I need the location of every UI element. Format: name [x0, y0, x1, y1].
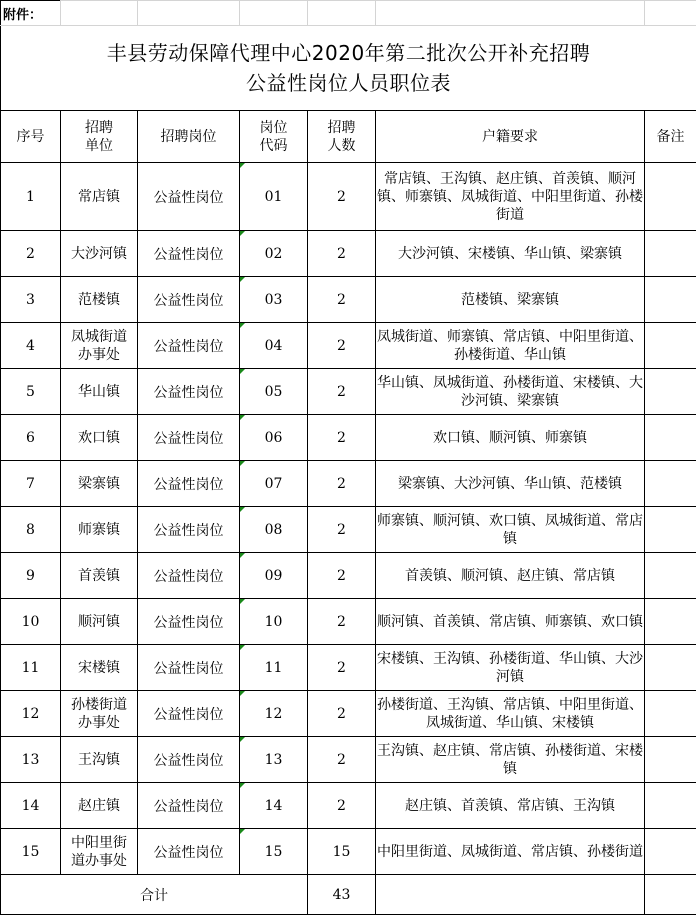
- count-cell: 2: [308, 231, 376, 277]
- table-row: [1, 783, 696, 829]
- header-row: [1, 111, 696, 163]
- unit-cell: [61, 507, 138, 553]
- header-code-line-2: 代码: [240, 137, 307, 155]
- seq-cell: 7: [1, 461, 61, 507]
- seq-cell: 11: [1, 645, 61, 691]
- table-row: [1, 231, 696, 277]
- remark-cell: [645, 783, 696, 829]
- seq-cell: 10: [1, 599, 61, 645]
- header-unit-line-1: 招聘: [61, 119, 137, 137]
- remark-cell: [645, 829, 696, 875]
- table-row: [1, 323, 696, 369]
- unit-cell: [61, 553, 138, 599]
- header-position: 招聘岗位: [138, 111, 240, 163]
- residence-cell: 凤城街道、师寨镇、常店镇、中阳里街道、孙楼街道、华山镇: [376, 323, 645, 369]
- unit-cell: [61, 163, 138, 231]
- residence-cell: 范楼镇、梁寨镇: [376, 277, 645, 323]
- total-row: [1, 875, 696, 915]
- header-unit: [61, 111, 138, 163]
- header-remark: 备注: [645, 111, 696, 163]
- position-cell: 公益性岗位: [138, 829, 240, 875]
- residence-cell: 师寨镇、顺河镇、欢口镇、凤城街道、常店镇: [376, 507, 645, 553]
- residence-cell: 大沙河镇、宋楼镇、华山镇、梁寨镇: [376, 231, 645, 277]
- residence-cell: 赵庄镇、首羡镇、常店镇、王沟镇: [376, 783, 645, 829]
- count-cell: 2: [308, 369, 376, 415]
- table-row: [1, 691, 696, 737]
- unit-cell: [61, 783, 138, 829]
- attachment-row: [1, 1, 696, 26]
- code-cell: 07: [240, 461, 308, 507]
- table-row: [1, 737, 696, 783]
- title-line-2: 公益性岗位人员职位表: [1, 68, 696, 98]
- header-seq: 序号: [1, 111, 61, 163]
- code-cell: 14: [240, 783, 308, 829]
- code-cell: 03: [240, 277, 308, 323]
- title-line-1: 丰县劳动保障代理中心2020年第二批次公开补充招聘: [1, 38, 696, 68]
- unit-cell: [61, 369, 138, 415]
- unit-cell: [61, 231, 138, 277]
- seq-cell: 2: [1, 231, 61, 277]
- header-count-line-2: 人数: [308, 137, 375, 155]
- page-title: [1, 26, 696, 111]
- unit-line-2: 道办事处: [61, 852, 137, 870]
- seq-cell: 13: [1, 737, 61, 783]
- table-row: [1, 645, 696, 691]
- count-cell: 2: [308, 737, 376, 783]
- header-residence: 户籍要求: [376, 111, 645, 163]
- unit-line-1: 中阳里街: [61, 834, 137, 852]
- header-count: [308, 111, 376, 163]
- unit-line-1: 首羡镇: [61, 567, 137, 585]
- seq-cell: 5: [1, 369, 61, 415]
- residence-cell: 孙楼街道、王沟镇、常店镇、中阳里街道、凤城街道、华山镇、宋楼镇: [376, 691, 645, 737]
- unit-line-1: 宋楼镇: [61, 659, 137, 677]
- code-cell: 10: [240, 599, 308, 645]
- remark-cell: [645, 691, 696, 737]
- count-cell: 2: [308, 277, 376, 323]
- count-cell: 2: [308, 599, 376, 645]
- position-cell: 公益性岗位: [138, 163, 240, 231]
- count-cell: 2: [308, 461, 376, 507]
- position-cell: 公益性岗位: [138, 369, 240, 415]
- remark-cell: [645, 231, 696, 277]
- position-cell: 公益性岗位: [138, 691, 240, 737]
- residence-cell: 王沟镇、赵庄镇、常店镇、孙楼街道、宋楼镇: [376, 737, 645, 783]
- count-cell: 2: [308, 783, 376, 829]
- table-row: [1, 277, 696, 323]
- remark-cell: [645, 369, 696, 415]
- unit-line-1: 梁寨镇: [61, 475, 137, 493]
- table-row: [1, 369, 696, 415]
- unit-cell: [61, 461, 138, 507]
- position-cell: 公益性岗位: [138, 461, 240, 507]
- code-cell: 02: [240, 231, 308, 277]
- table-row: [1, 415, 696, 461]
- table-row: [1, 553, 696, 599]
- remark-cell: [645, 461, 696, 507]
- unit-cell: [61, 323, 138, 369]
- seq-cell: 15: [1, 829, 61, 875]
- unit-line-1: 凤城街道: [61, 328, 137, 346]
- seq-cell: 12: [1, 691, 61, 737]
- total-label: 合计: [1, 875, 308, 915]
- unit-line-1: 华山镇: [61, 383, 137, 401]
- unit-cell: [61, 599, 138, 645]
- code-cell: 04: [240, 323, 308, 369]
- unit-line-2: 办事处: [61, 714, 137, 732]
- code-cell: 12: [240, 691, 308, 737]
- unit-line-1: 欢口镇: [61, 429, 137, 447]
- unit-line-1: 师寨镇: [61, 521, 137, 539]
- table-row: [1, 163, 696, 231]
- unit-line-1: 孙楼街道: [61, 696, 137, 714]
- residence-cell: 华山镇、凤城街道、孙楼街道、宋楼镇、大沙河镇、梁寨镇: [376, 369, 645, 415]
- unit-line-1: 王沟镇: [61, 751, 137, 769]
- count-cell: 2: [308, 323, 376, 369]
- residence-cell: 欢口镇、顺河镇、师寨镇: [376, 415, 645, 461]
- table-row: [1, 829, 696, 875]
- remark-cell: [645, 599, 696, 645]
- remark-cell: [645, 737, 696, 783]
- position-cell: 公益性岗位: [138, 415, 240, 461]
- count-cell: 2: [308, 553, 376, 599]
- code-cell: 11: [240, 645, 308, 691]
- position-cell: 公益性岗位: [138, 599, 240, 645]
- residence-cell: 首羡镇、顺河镇、赵庄镇、常店镇: [376, 553, 645, 599]
- position-cell: 公益性岗位: [138, 507, 240, 553]
- code-cell: 01: [240, 163, 308, 231]
- position-cell: 公益性岗位: [138, 553, 240, 599]
- position-cell: 公益性岗位: [138, 277, 240, 323]
- seq-cell: 8: [1, 507, 61, 553]
- seq-cell: 3: [1, 277, 61, 323]
- code-cell: 13: [240, 737, 308, 783]
- position-cell: 公益性岗位: [138, 323, 240, 369]
- residence-cell: 宋楼镇、王沟镇、孙楼街道、华山镇、大沙河镇: [376, 645, 645, 691]
- header-count-line-1: 招聘: [308, 119, 375, 137]
- remark-cell: [645, 415, 696, 461]
- count-cell: 2: [308, 691, 376, 737]
- unit-cell: [61, 645, 138, 691]
- seq-cell: 9: [1, 553, 61, 599]
- title-row: [1, 26, 696, 111]
- count-cell: 2: [308, 645, 376, 691]
- position-cell: 公益性岗位: [138, 645, 240, 691]
- count-cell: 2: [308, 507, 376, 553]
- count-cell: 2: [308, 415, 376, 461]
- remark-cell: [645, 277, 696, 323]
- header-code: [240, 111, 308, 163]
- code-cell: 15: [240, 829, 308, 875]
- code-cell: 08: [240, 507, 308, 553]
- residence-cell: 梁寨镇、大沙河镇、华山镇、范楼镇: [376, 461, 645, 507]
- total-count: 43: [308, 875, 376, 915]
- remark-cell: [645, 163, 696, 231]
- unit-cell: [61, 829, 138, 875]
- unit-line-1: 顺河镇: [61, 613, 137, 631]
- unit-line-1: 常店镇: [61, 188, 137, 206]
- total-empty-remark: [645, 875, 696, 915]
- position-cell: 公益性岗位: [138, 737, 240, 783]
- unit-cell: [61, 277, 138, 323]
- table-row: [1, 507, 696, 553]
- count-cell: 15: [308, 829, 376, 875]
- unit-line-1: 范楼镇: [61, 291, 137, 309]
- remark-cell: [645, 507, 696, 553]
- residence-cell: 常店镇、王沟镇、赵庄镇、首羡镇、顺河镇、师寨镇、凤城街道、中阳里街道、孙楼街道: [376, 163, 645, 231]
- unit-cell: [61, 737, 138, 783]
- seq-cell: 14: [1, 783, 61, 829]
- table-row: [1, 599, 696, 645]
- unit-line-2: 办事处: [61, 346, 137, 364]
- position-cell: 公益性岗位: [138, 783, 240, 829]
- remark-cell: [645, 323, 696, 369]
- header-unit-line-2: 单位: [61, 137, 137, 155]
- unit-line-1: 赵庄镇: [61, 797, 137, 815]
- seq-cell: 1: [1, 163, 61, 231]
- code-cell: 05: [240, 369, 308, 415]
- header-code-line-1: 岗位: [240, 119, 307, 137]
- count-cell: 2: [308, 163, 376, 231]
- remark-cell: [645, 645, 696, 691]
- code-cell: 06: [240, 415, 308, 461]
- seq-cell: 6: [1, 415, 61, 461]
- remark-cell: [645, 553, 696, 599]
- total-empty-residence: [376, 875, 645, 915]
- unit-cell: [61, 691, 138, 737]
- unit-cell: [61, 415, 138, 461]
- seq-cell: 4: [1, 323, 61, 369]
- residence-cell: 顺河镇、首羡镇、常店镇、师寨镇、欢口镇: [376, 599, 645, 645]
- unit-line-1: 大沙河镇: [61, 245, 137, 263]
- table-row: [1, 461, 696, 507]
- residence-cell: 中阳里街道、凤城街道、常店镇、孙楼街道: [376, 829, 645, 875]
- attachment-label: 附件：: [1, 1, 61, 26]
- code-cell: 09: [240, 553, 308, 599]
- position-cell: 公益性岗位: [138, 231, 240, 277]
